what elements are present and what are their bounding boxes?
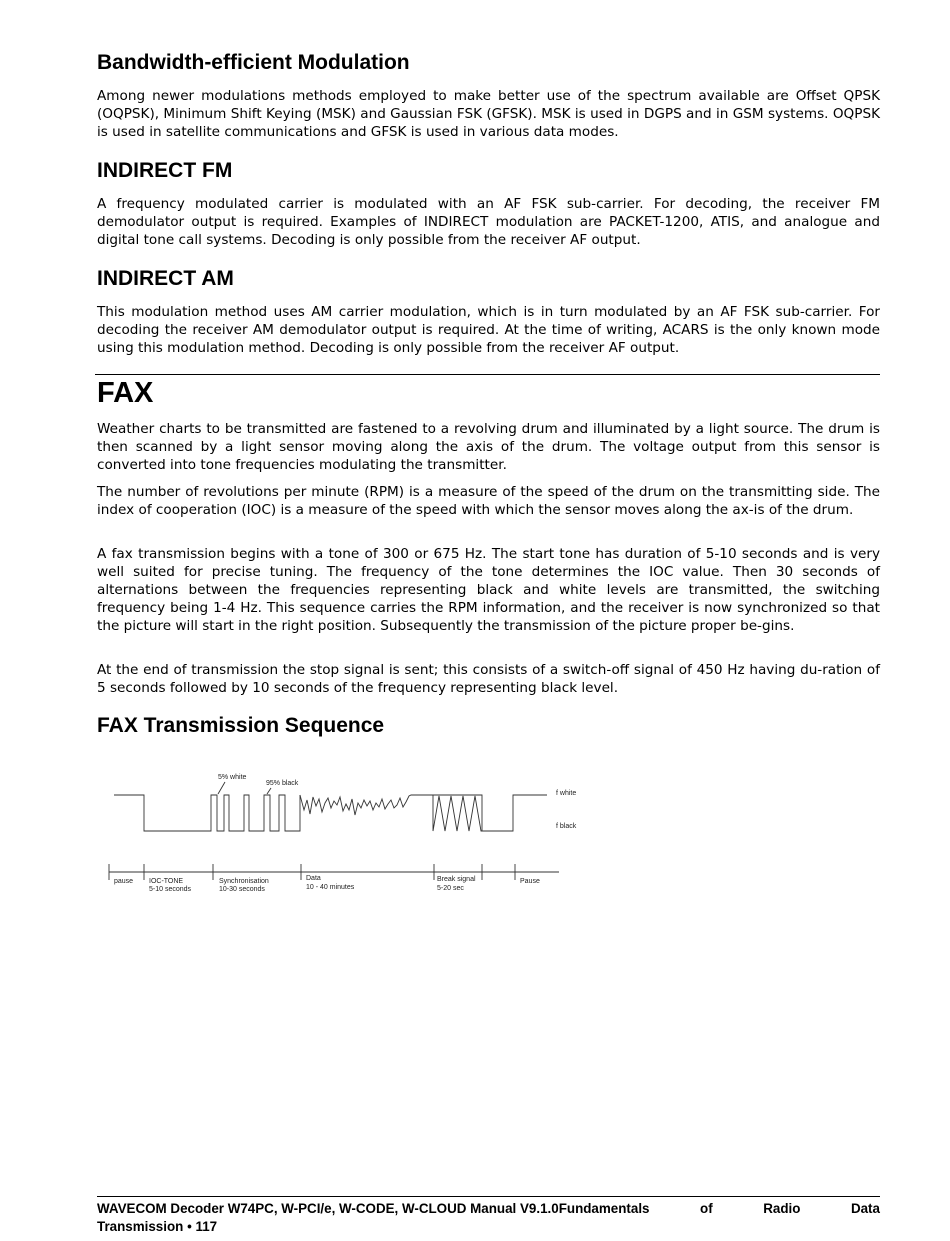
phase-label-pause: pause <box>114 878 134 885</box>
footer-manual-title: WAVECOM Decoder W74PC, W-PCI/e, W-CODE, W-CLOUD Manual V9.1.0Fundamentals <box>97 1201 650 1216</box>
paragraph-fax-3: A fax transmission begins with a tone of 300 or 675 Hz. The start tone has duration of 5-10 seconds and is very well suited for precise tuning. The frequency of the tone determines the IOC value. Then 30 seconds of alternations between the frequencies representing black and white levels are transmitted, the switching frequency being 1-4 Hz. This sequence carries the RPM information, and the receiver is now synchronized so that the picture will start in the right position. Subsequently the transmission of the picture proper be-gins. <box>97 546 880 634</box>
fax-transmission-sequence-diagram <box>107 770 587 900</box>
paragraph-fax-1: Weather charts to be transmitted are fastened to a revolving drum and illuminated by a light source. The drum is then scanned by a light sensor moving along the axis of the drum. The voltage output from this sensor is converted into tone frequencies modulating the transmitter. <box>97 421 880 473</box>
paragraph-bandwidth: Among newer modulations methods employed to make better use of the spectrum available are Offset QPSK (OQPSK), Minimum Shift Keying (MSK) and Gaussian FSK (GFSK). MSK is used in DGPS and in GSM systems. OQPSK is used in satellite communications and GFSK is used in various data modes. <box>97 88 880 140</box>
footer-page-number: 117 <box>195 1219 218 1234</box>
footer-word-transmission: Transmission <box>97 1219 184 1234</box>
phase-duration-data: 10 - 40 minutes <box>306 884 355 891</box>
label-95-black: 95% black <box>266 780 299 787</box>
phase-label-synchronisation: Synchronisation <box>219 878 269 885</box>
signal-trace-start <box>114 795 300 831</box>
phase-label-data: Data <box>306 875 321 882</box>
heading-bandwidth-efficient-modulation: Bandwidth-efficient Modulation <box>97 51 410 74</box>
paragraph-indirect-am: This modulation method uses AM carrier modulation, which is in turn modulated by an AF FSK sub-carrier. For decoding the receiver AM demodulator output is required. At the time of writing, ACARS is the only known mode using this modulation method. Decoding is only possible from the receiver AF output. <box>97 304 880 356</box>
phase-label-ioc-tone: IOC-TONE <box>149 878 184 885</box>
paragraph-indirect-fm: A frequency modulated carrier is modulated with an AF FSK sub-carrier. For decoding, the receiver FM demodulator output is required. Examples of INDIRECT modulation are PACKET-1200, ATIS, and analogue and digital tone call systems. Decoding is only possible from the receiver AF output. <box>97 196 880 248</box>
page-footer <box>97 1196 880 1236</box>
footer-word-radio: Radio <box>763 1201 801 1216</box>
phase-duration-break-signal: 5-20 sec <box>437 885 464 892</box>
footer-word-data: Data <box>850 1201 880 1216</box>
label-f-black: f black <box>556 823 577 830</box>
heading-fax: FAX <box>97 377 154 409</box>
paragraph-fax-2: The number of revolutions per minute (RPM) is a measure of the speed of the drum on the transmitting side. The index of cooperation (IOC) is a measure of the speed with which the sensor moves along the ax-is of the drum. <box>97 484 880 518</box>
paragraph-fax-4: At the end of transmission the stop signal is sent; this consists of a switch-off signal of 450 Hz having du-ration of 5 seconds followed by 10 seconds of the frequency representing black level. <box>97 662 880 696</box>
section-divider <box>95 374 880 375</box>
pointer-5-white <box>218 782 225 794</box>
pointer-95-black <box>267 788 271 794</box>
footer-word-of: of <box>700 1201 713 1216</box>
phase-duration-synchronisation: 10-30 seconds <box>219 886 265 893</box>
label-f-white: f white <box>556 790 577 797</box>
signal-trace-data <box>300 795 433 815</box>
label-5-white: 5% white <box>218 774 247 781</box>
heading-indirect-fm: INDIRECT FM <box>97 159 233 182</box>
footer-bullet: • <box>187 1219 192 1234</box>
footer-line-2 <box>97 1218 880 1236</box>
phase-label-break-signal: Break signal <box>437 876 476 883</box>
phase-label-pause-end: Pause <box>520 878 540 885</box>
footer-line-1 <box>97 1200 880 1218</box>
heading-indirect-am: INDIRECT AM <box>97 267 234 290</box>
heading-fax-transmission-sequence: FAX Transmission Sequence <box>97 714 385 737</box>
phase-duration-ioc-tone: 5-10 seconds <box>149 886 192 893</box>
signal-trace-break <box>433 795 547 831</box>
